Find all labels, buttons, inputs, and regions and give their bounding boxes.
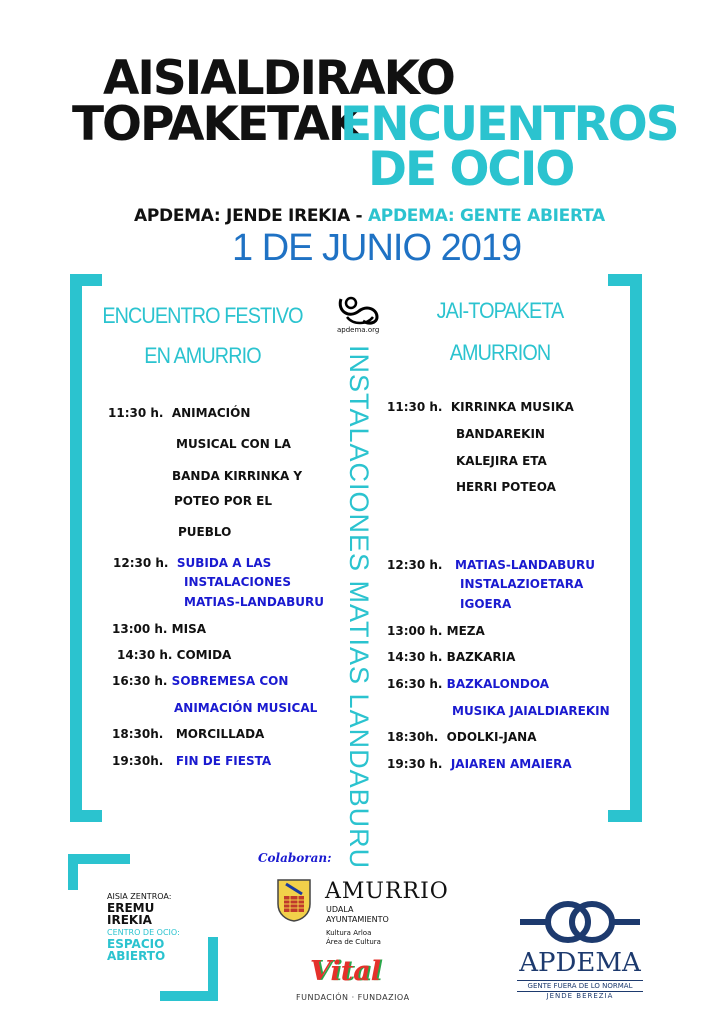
- right-row-6: INSTALAZIOETARA: [460, 577, 584, 591]
- row-text: MISA: [171, 622, 207, 636]
- right-row-10: [387, 677, 549, 691]
- right-title-line-1: JAI-TOPAKETA: [436, 298, 564, 323]
- right-bracket-bar: [630, 274, 642, 822]
- right-row-12: [387, 730, 537, 744]
- left-row-1: [108, 406, 250, 420]
- right-row-5: [387, 558, 595, 572]
- right-row-3: KALEJIRA ETA: [456, 454, 547, 468]
- eremu-frame-bottom: [160, 991, 218, 1001]
- logo-text: apdema.org: [337, 326, 380, 334]
- left-row-14: [112, 754, 271, 768]
- amurrio-line-4: Área de Cultura: [326, 938, 381, 946]
- vital-sub: FUNDACIÓN · FUNDAZIOA: [296, 993, 410, 1002]
- row-time: 18:30h.: [112, 727, 164, 741]
- row-text: KIRRINKA MUSIKA: [450, 400, 574, 414]
- left-row-11: [112, 674, 288, 688]
- right-row-4: HERRI POTEOA: [456, 480, 556, 494]
- row-time: 19:30h.: [112, 754, 164, 768]
- row-time: 11:30 h.: [387, 400, 443, 414]
- zentroa-line-3: IREKIA: [107, 913, 152, 927]
- amurrio-shield-icon: [276, 878, 312, 922]
- row-time: 18:30h.: [387, 730, 439, 744]
- title-line-2-black: TOPAKETAK: [72, 97, 363, 152]
- subtitle: [134, 206, 605, 226]
- event-date: 1 DE JUNIO 2019: [232, 227, 522, 269]
- row-text: SOBREMESA CON: [171, 674, 289, 688]
- row-time: 13:00 h.: [112, 622, 168, 636]
- left-row-6: [113, 556, 271, 570]
- title-line-2-cyan: ENCUENTROS: [340, 97, 678, 152]
- left-title: [101, 296, 304, 376]
- row-text: MEZA: [446, 624, 485, 638]
- left-row-7: INSTALACIONES: [184, 575, 291, 589]
- amurrio-kultura: [326, 929, 381, 947]
- left-row-12: ANIMACIÓN MUSICAL: [174, 701, 318, 715]
- left-bracket-top: [70, 274, 102, 286]
- apdema-knot-icon: [520, 897, 640, 947]
- zentroa-line-6: ABIERTO: [107, 949, 166, 963]
- row-text: BAZKARIA: [446, 650, 516, 664]
- left-title-line-2: EN AMURRIO: [144, 343, 261, 368]
- collab-label: Colaboran:: [258, 851, 332, 865]
- zentroa-line-1: AISIA ZENTROA:: [107, 892, 172, 901]
- row-time: 12:30 h.: [387, 558, 443, 572]
- amurrio-line-3: Kultura Arloa: [326, 929, 372, 937]
- left-row-8: MATIAS-LANDABURU: [184, 595, 324, 609]
- zentroa-line-2: EREMU: [107, 901, 155, 915]
- right-row-11: MUSIKA JAIALDIAREKIN: [452, 704, 610, 718]
- right-title-line-2: AMURRION: [449, 340, 551, 365]
- row-time: 14:30 h.: [117, 648, 173, 662]
- row-text: FIN DE FIESTA: [175, 754, 272, 768]
- row-text: ODOLKI-JANA: [446, 730, 537, 744]
- subtitle-black: APDEMA: JENDE IREKIA -: [134, 206, 368, 226]
- row-text: MORCILLADA: [175, 727, 265, 741]
- right-bracket-bottom: [608, 810, 642, 822]
- row-text: MATIAS-LANDABURU: [455, 558, 595, 572]
- right-row-8: [387, 624, 485, 638]
- title-line-1: AISIALDIRAKO: [103, 51, 454, 106]
- row-text: COMIDA: [176, 648, 232, 662]
- row-text: JAIAREN AMAIERA: [450, 757, 572, 771]
- right-row-13: [387, 757, 572, 771]
- right-row-7: IGOERA: [460, 597, 512, 611]
- left-bracket-bottom: [70, 810, 102, 822]
- eremu-frame-top: [68, 854, 130, 864]
- amurrio-line-2: AYUNTAMIENTO: [326, 915, 389, 924]
- row-time: 12:30 h.: [113, 556, 169, 570]
- left-row-2: MUSICAL CON LA: [176, 437, 291, 451]
- amurrio-udala: [326, 905, 389, 925]
- subtitle-cyan: APDEMA: GENTE ABIERTA: [367, 206, 605, 226]
- zentroa-line-4: CENTRO DE OCIO:: [107, 928, 180, 937]
- row-text: ANIMACIÓN: [171, 406, 251, 420]
- right-row-2: BANDAREKIN: [456, 427, 545, 441]
- apdema-name: APDEMA: [519, 948, 641, 978]
- row-time: 13:00 h.: [387, 624, 443, 638]
- apdema-tagline: GENTE FUERA DE LO NORMAL: [517, 980, 643, 992]
- amurrio-name: AMURRIO: [325, 879, 449, 904]
- right-title: [406, 290, 595, 374]
- vertical-venue-text: INSTALACIONES MATIAS LANDABURU: [344, 345, 374, 870]
- left-bracket-bar: [70, 274, 82, 822]
- row-text: BAZKALONDOA: [446, 677, 549, 691]
- row-time: 16:30 h.: [387, 677, 443, 691]
- title-line-3-cyan: DE OCIO: [368, 142, 574, 197]
- row-time: 14:30 h.: [387, 650, 443, 664]
- right-row-9: [387, 650, 515, 664]
- left-row-10: [117, 648, 231, 662]
- row-time: 19:30 h.: [387, 757, 443, 771]
- left-row-9: [112, 622, 206, 636]
- row-text: SUBIDA A LAS: [176, 556, 272, 570]
- left-row-3: BANDA KIRRINKA Y: [172, 469, 303, 483]
- left-row-4: POTEO POR EL: [174, 494, 273, 508]
- row-time: 11:30 h.: [108, 406, 164, 420]
- vital-logo: Vital: [310, 956, 381, 987]
- zentroa-line-5: ESPACIO: [107, 937, 165, 951]
- apdema-tagline-2: JENDE BEREZIA: [546, 992, 614, 1000]
- left-row-13: [112, 727, 264, 741]
- left-row-5: PUEBLO: [178, 525, 232, 539]
- right-bracket-top: [608, 274, 642, 286]
- row-time: 16:30 h.: [112, 674, 168, 688]
- left-title-line-1: ENCUENTRO FESTIVO: [102, 303, 303, 328]
- right-row-1: [387, 400, 574, 414]
- amurrio-line-1: UDALA: [326, 905, 354, 914]
